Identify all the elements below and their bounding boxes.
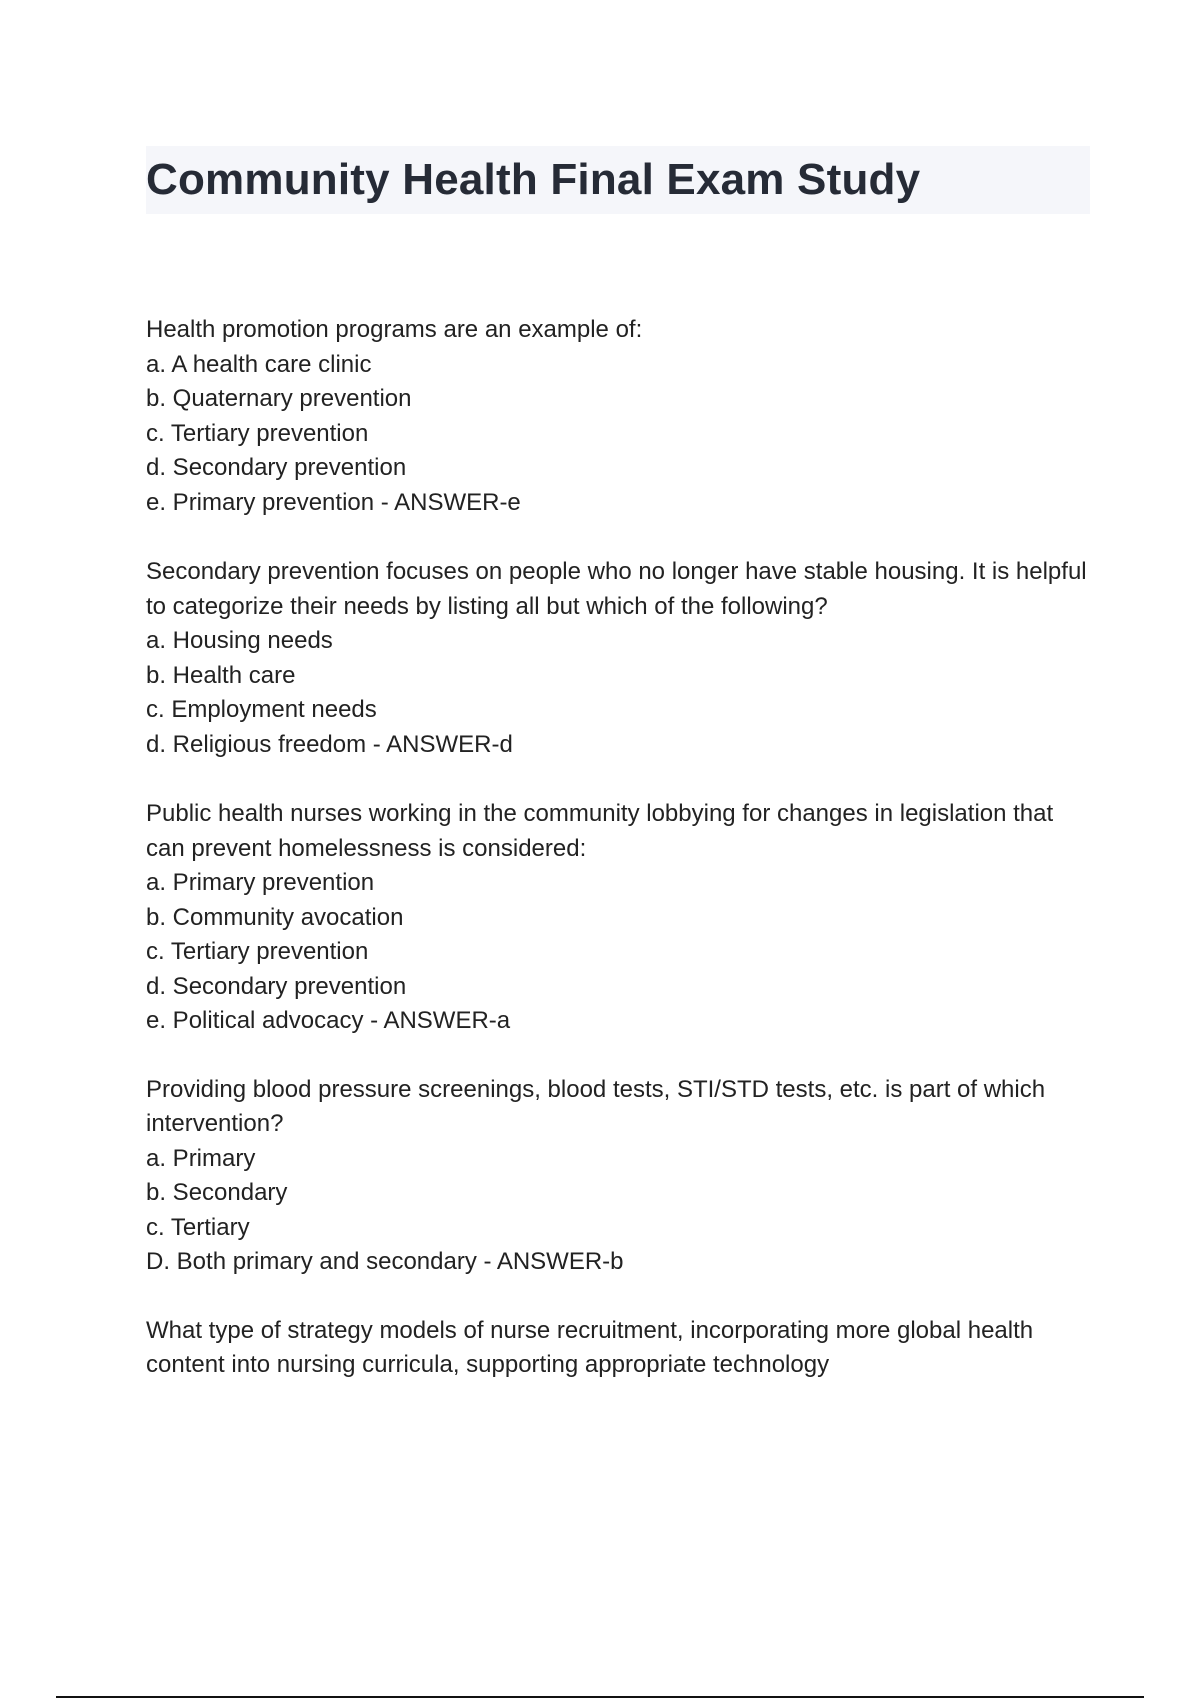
answer-option: c. Tertiary prevention bbox=[146, 938, 369, 965]
document-title: Community Health Final Exam Study bbox=[146, 155, 921, 204]
question-item-1 bbox=[146, 313, 1090, 520]
answer-option: D. Both primary and secondary - ANSWER-b bbox=[146, 1248, 624, 1275]
question-item-4 bbox=[146, 1073, 1090, 1280]
answer-option: b. Health care bbox=[146, 661, 296, 689]
question-item-5 bbox=[146, 1314, 1090, 1383]
question-item-2 bbox=[146, 555, 1090, 762]
answer-option: e. Primary prevention - ANSWER-e bbox=[146, 488, 521, 516]
footer-divider bbox=[56, 1696, 1144, 1698]
question-text: Health promotion programs are an example of: bbox=[146, 316, 643, 343]
answer-option: a. Primary bbox=[146, 1144, 256, 1172]
title-banner bbox=[146, 146, 1090, 214]
answer-option: d. Secondary prevention bbox=[146, 972, 407, 1000]
question-item-3 bbox=[146, 797, 1090, 1039]
answer-option: a. Housing needs bbox=[146, 627, 333, 654]
answer-option: b. Secondary bbox=[146, 1179, 288, 1206]
answer-option: c. Tertiary bbox=[146, 1213, 250, 1241]
answer-option: b. Quaternary prevention bbox=[146, 385, 412, 412]
question-list bbox=[146, 313, 1090, 1418]
answer-option: d. Secondary prevention bbox=[146, 454, 407, 481]
answer-option: e. Political advocacy - ANSWER-a bbox=[146, 1007, 511, 1034]
answer-option: a. Primary prevention bbox=[146, 869, 375, 896]
question-text: What type of strategy models of nurse recruitment, incorporating more global health content into nursing curricula, supporting appropriate technology bbox=[146, 1316, 1034, 1378]
answer-option: a. A health care clinic bbox=[146, 350, 372, 378]
answer-option: d. Religious freedom - ANSWER-d bbox=[146, 730, 513, 758]
answer-option: c. Employment needs bbox=[146, 696, 377, 723]
question-text: Providing blood pressure screenings, blood tests, STI/STD tests, etc. is part of which intervention? bbox=[146, 1075, 1046, 1137]
answer-option: b. Community avocation bbox=[146, 903, 404, 931]
question-text: Secondary prevention focuses on people who no longer have stable housing. It is helpful to categorize their needs by listing all but which of the following? bbox=[146, 558, 1087, 620]
answer-option: c. Tertiary prevention bbox=[146, 419, 369, 447]
question-text: Public health nurses working in the community lobbying for changes in legislation that can prevent homelessness is considered: bbox=[146, 800, 1054, 862]
